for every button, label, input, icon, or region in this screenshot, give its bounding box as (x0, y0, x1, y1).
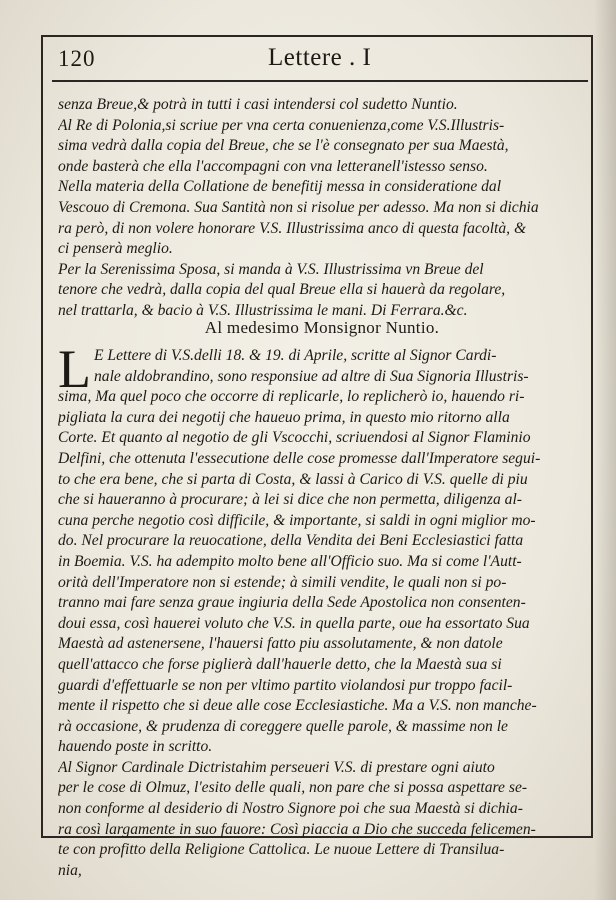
text-line: ra così largamente in suo fauore: Così piaccia a Dio che succeda felicemen- (58, 820, 536, 838)
text-line: tenore che vedrà, dalla copia del qual Breue ella si hauerà da regolare, (58, 281, 506, 299)
header-rule (52, 80, 588, 82)
text-line: ra però, di non volere honorare V.S. Illustrissima anco di questa facoltà, & (58, 219, 527, 237)
text-line: Vescouo di Cremona. Sua Santità non si risolue per adesso. Ma non si dichia (58, 198, 539, 216)
text-line: ci penserà meglio. (58, 240, 173, 258)
text-line: tranno mai fare senza graue ingiuria della Sede Apostolica non consenten- (58, 594, 526, 612)
text-line: non conforme al desiderio di Nostro Signore poi che sua Maestà si dichia- (58, 800, 523, 818)
text-line: pigliata la cura dei negotij che haueuo prima, in questo mio ritorno alla (58, 408, 510, 426)
text-line: mente il rispetto che si deue alle cose Ecclesiastiche. Ma a V.S. non manche- (58, 697, 537, 715)
text-line: onde basterà che ella l'accompagni con vna letteranell'istesso senso. (58, 157, 488, 175)
text-line: senza Breue,& potrà in tutti i casi intendersi col sudetto Nuntio. (58, 96, 458, 113)
text-line: nel trattarla, & bacio à V.S. Illustrissima le mani. Di Ferrara.&c. (58, 301, 468, 319)
running-title: Lettere . I (268, 44, 372, 71)
page-gutter-shadow (594, 0, 616, 900)
text-line: Corte. Et quanto al negotio de gli Vscocchi, scriuendosi al Signor Flaminio (58, 429, 531, 447)
section-heading: Al medesimo Monsignor Nuntio. (204, 318, 440, 337)
drop-cap: L (58, 339, 91, 399)
text-line: guardi d'effettuarle se non per vltimo partito violandosi pur troppo facil- (58, 676, 513, 694)
text-line: hauendo poste in scritto. (58, 738, 213, 756)
text-line: nia, (58, 861, 82, 879)
text-line: E Lettere di V.S.delli 18. & 19. di Aprile, scritte al Signor Cardi- (94, 347, 497, 364)
text-line: te con profitto della Religione Cattolica. Le nuoue Lettere di Transilua- (58, 841, 505, 859)
text-line: Delfini, che ottenuta l'essecutione delle cose promesse dall'Imperatore segui- (58, 449, 541, 467)
text-line: Nella materia della Collatione de benefitij messa in consideratione dal (58, 178, 502, 196)
text-line: quell'attacco che forse piglierà dall'hauerle detto, che la Maestà sua si (58, 655, 502, 673)
letter-text-main (58, 339, 586, 881)
page-header (58, 42, 578, 78)
text-line: do. Nel procurare la reuocatione, della Vendita dei Beni Ecclesiastici fatta (58, 532, 524, 550)
text-line: Per la Serenissima Sposa, si manda à V.S. Illustrissima vn Breue del (58, 260, 484, 278)
text-line: per le cose di Olmuz, l'esito delle quali, non pare che si possa aspettare se- (58, 779, 528, 797)
text-line: doui essa, così hauerei voluto che V.S. in quella parte, oue ha essortato Sua (58, 614, 530, 632)
text-line: che si haueranno à procurare; à lei si dice che non permetta, diligenza al- (58, 491, 522, 509)
page-number: 120 (58, 46, 96, 71)
text-line: Al Signor Cardinale Dictristahim perseueri V.S. di prestare ogni aiuto (58, 758, 495, 776)
text-line: cuna perche negotio così difficile, & importante, si saldi in ogni miglior mo- (58, 511, 536, 529)
text-line: Maestà ad astenersene, l'hauersi fatto piu assolutamente, & non datole (58, 635, 503, 653)
text-line: sima vedrà dalla copia del Breue, che se l'è consegnato per sua Maestà, (58, 137, 509, 155)
letter-text-top (58, 95, 586, 322)
text-line: to che era bene, che si parta di Costa, & lassi à Carico di V.S. quelle di piu (58, 470, 528, 488)
text-line: Al Re di Polonia,si scriue per vna certa conuenienza,come V.S.Illustris- (58, 116, 505, 134)
text-line: in Boemia. V.S. ha adempito molto bene all'Officio suo. Ma si come l'Autt- (58, 552, 522, 570)
text-line: sima, Ma quel poco che occorre di replicarle, lo replicherò io, hauendo ri- (58, 388, 525, 406)
text-line: nale aldobrandino, sono responsiue ad altre di Sua Signoria Illustris- (94, 367, 529, 385)
text-line: orità dell'Imperatore non si estende; à simili vendite, le quali non si po- (58, 573, 507, 591)
text-line: rà occasione, & prudenza di coreggere quelle parole, & massime non le (58, 717, 508, 735)
